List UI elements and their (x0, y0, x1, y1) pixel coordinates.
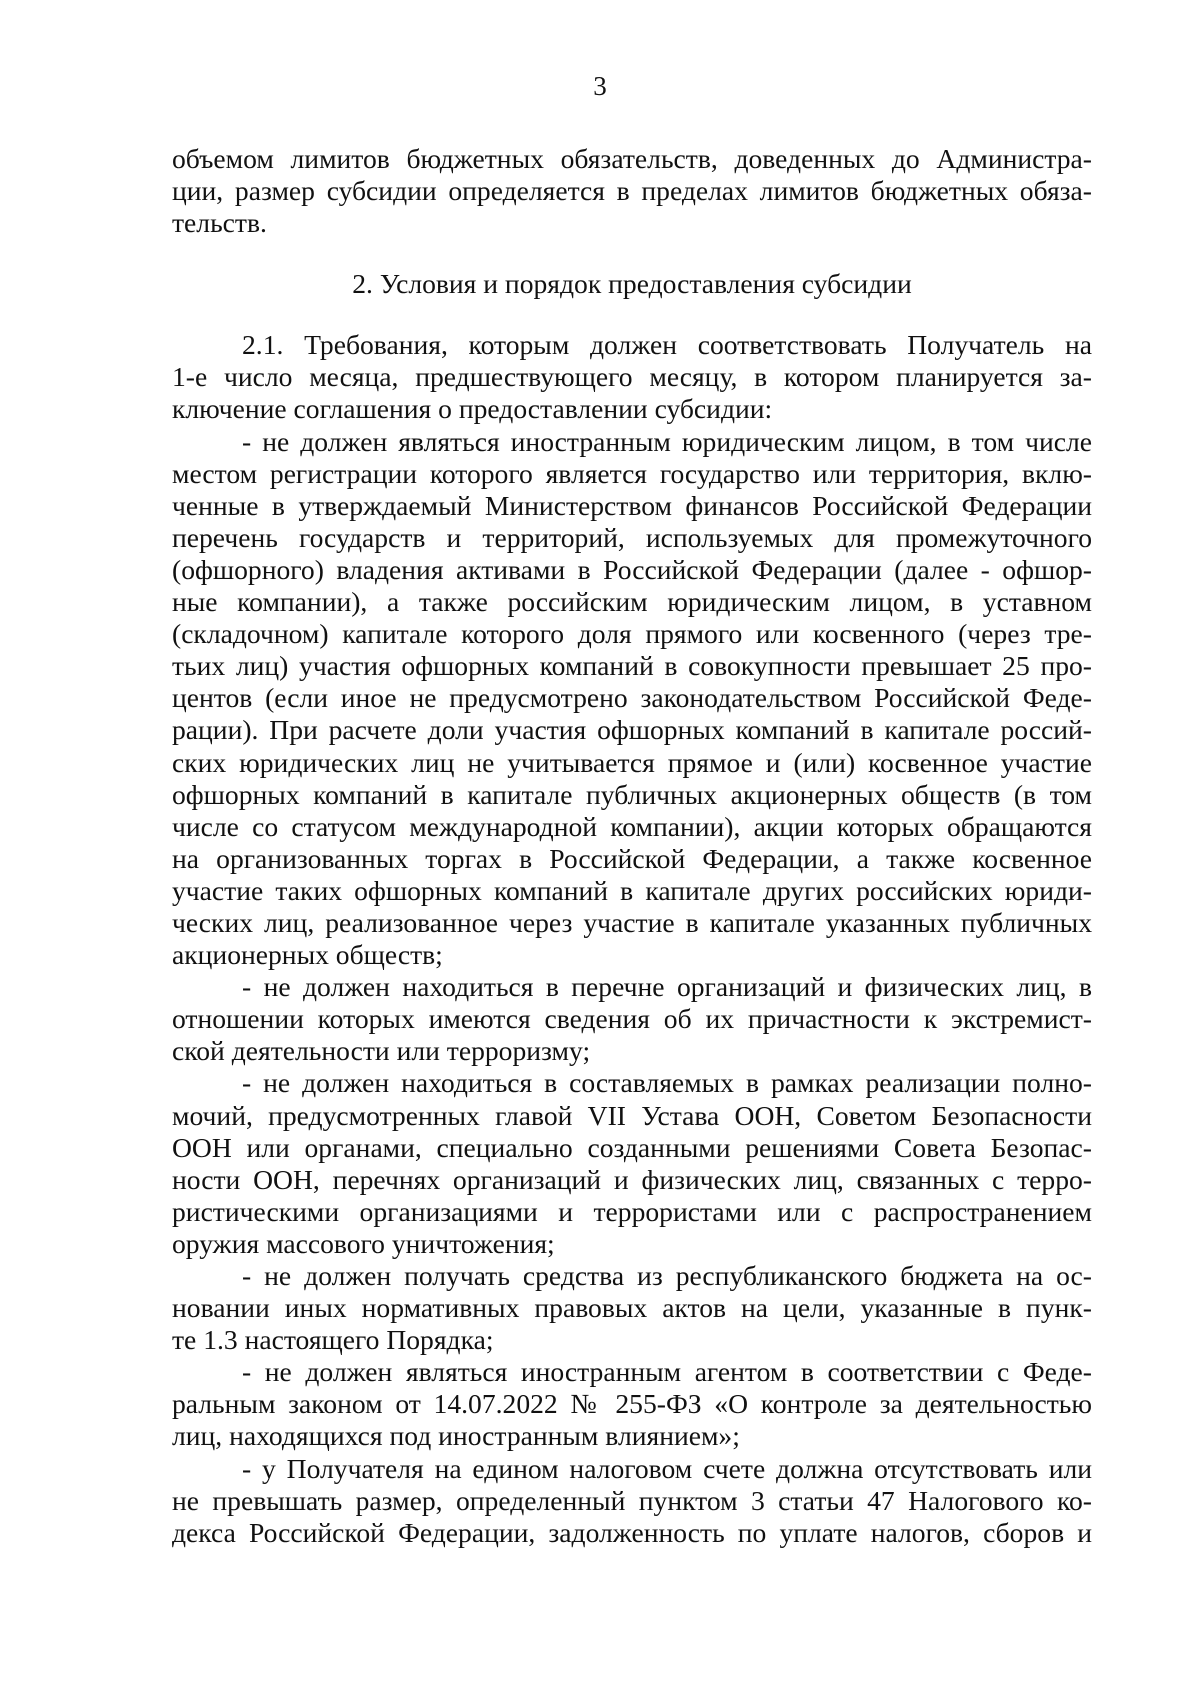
text-line: перечень государств и территорий, используемых для промежуточного (172, 521, 1092, 553)
text-line: ристическими организациями и террористами или с распространением (172, 1195, 1092, 1227)
text-line: ческих лиц, реализованное через участие в капитале указанных публичных (172, 906, 1092, 938)
section-heading: 2. Условия и порядок предоставления субсидии (352, 268, 912, 300)
text-line: ральным законом от 14.07.2022 № 255-ФЗ «О контроле за деятельностью (172, 1388, 1092, 1420)
text-line: 1-е число месяца, предшествующего месяцу, в котором планируется за- (172, 361, 1092, 393)
paragraph (172, 426, 1092, 972)
text-line: лиц, находящихся под иностранным влиянием»; (172, 1420, 740, 1452)
text-line: (офшорного) владения активами в Российской Федерации (далее - офшор- (172, 553, 1092, 585)
text-line: числе со статусом международной компании), акции которых обращаются (172, 810, 1092, 842)
text-line: ции, размер субсидии определяется в пределах лимитов бюджетных обяза- (172, 175, 1092, 207)
paragraph (172, 1356, 1092, 1452)
text-line: ской деятельности или терроризму; (172, 1035, 591, 1067)
text-line: - у Получателя на едином налоговом счете должна отсутствовать или (242, 1452, 1092, 1484)
text-line: - не должен находиться в перечне организаций и физических лиц, в (242, 971, 1092, 1003)
text-line: рации). При расчете доли участия офшорных компаний в капитале россий- (172, 714, 1092, 746)
text-line: ченные в утверждаемый Министерством финансов Российской Федерации (172, 489, 1092, 521)
text-line: местом регистрации которого является государство или территория, вклю- (172, 457, 1092, 489)
paragraph (172, 1067, 1092, 1260)
paragraph (172, 971, 1092, 1067)
text-line: оружия массового уничтожения; (172, 1227, 555, 1259)
paragraph (172, 329, 1092, 425)
text-line: ключение соглашения о предоставлении субсидии: (172, 393, 773, 425)
text-line: тельств. (172, 207, 267, 239)
text-line: объемом лимитов бюджетных обязательств, доведенных до Администра- (172, 143, 1092, 174)
text-line: ности ООН, перечнях организаций и физических лиц, связанных с терро- (172, 1163, 1092, 1195)
text-line: - не должен получать средства из республиканского бюджета на ос- (242, 1260, 1092, 1291)
text-line: новании иных нормативных правовых актов на цели, указанные в пунк- (172, 1292, 1092, 1324)
paragraph (172, 1260, 1092, 1356)
text-line: 2.1. Требования, которым должен соответствовать Получатель на (242, 329, 1092, 361)
text-line: (складочном) капитале которого доля прямого или косвенного (через тре- (172, 618, 1092, 650)
document-body (172, 143, 1092, 1549)
text-line: на организованных торгах в Российской Федерации, а также косвенное (172, 842, 1092, 874)
text-line: участие таких офшорных компаний в капитале других российских юриди- (172, 874, 1092, 906)
text-line: - не должен являться иностранным агентом в соответствии с Феде- (242, 1356, 1092, 1388)
paragraph-list (172, 329, 1092, 1549)
text-line: отношении которых имеются сведения об их причастности к экстремист- (172, 1003, 1092, 1035)
text-line: мочий, предусмотренных главой VII Устава ООН, Советом Безопасности (172, 1099, 1092, 1131)
text-line: те 1.3 настоящего Порядка; (172, 1324, 494, 1356)
paragraph (172, 1453, 1092, 1549)
text-line: ских юридических лиц не учитывается прямое и (или) косвенное участие (172, 746, 1092, 778)
text-line: акционерных обществ; (172, 939, 443, 971)
text-line: - не должен находиться в составляемых в рамках реализации полно- (242, 1067, 1092, 1099)
text-line: ООН или органами, специально созданными решениями Совета Безопас- (172, 1131, 1092, 1163)
text-line: тьих лиц) участия офшорных компаний в совокупности превышает 25 про- (172, 650, 1092, 682)
page-number: 3 (593, 71, 607, 101)
text-line: декса Российской Федерации, задолженность по уплате налогов, сборов и (172, 1516, 1092, 1548)
text-line: центов (если иное не предусмотрено законодательством Российской Феде- (172, 682, 1092, 714)
intro-paragraph (172, 143, 1092, 239)
text-line: ные компании), а также российским юридическим лицом, в уставном (172, 586, 1092, 618)
text-line: - не должен являться иностранным юридическим лицом, в том числе (242, 425, 1092, 457)
text-line: не превышать размер, определенный пунктом 3 статьи 47 Налогового ко- (172, 1484, 1092, 1516)
text-line: офшорных компаний в капитале публичных акционерных обществ (в том (172, 778, 1092, 810)
